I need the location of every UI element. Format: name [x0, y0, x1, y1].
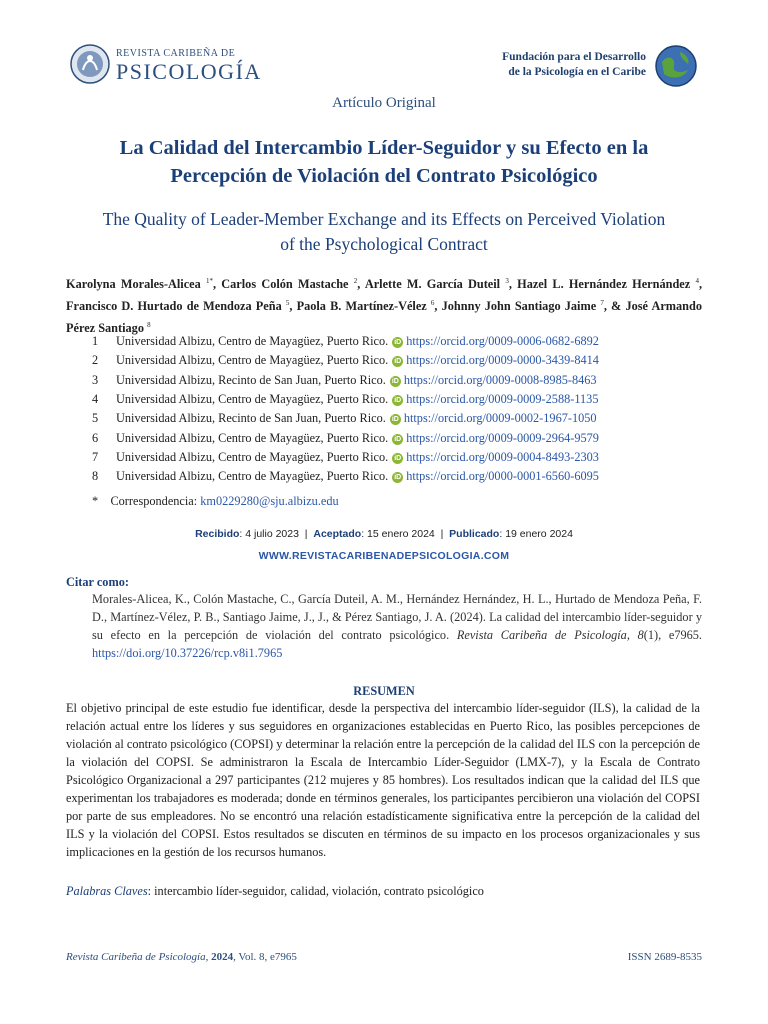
affiliation-number: 5: [92, 411, 99, 426]
orcid-link[interactable]: https://orcid.org/0009-0004-8493-2303: [406, 449, 599, 464]
orcid-icon: iD: [394, 358, 402, 366]
correspondence-label: Correspondencia:: [110, 494, 198, 508]
orcid-icon: iD: [394, 396, 402, 404]
orcid-link[interactable]: https://orcid.org/0009-0002-1967-1050: [403, 411, 597, 426]
author-affiliation-marker: 1*: [205, 277, 213, 285]
affiliation-row: [92, 392, 598, 410]
keywords-label: Palabras Claves: [66, 884, 148, 898]
orcid-icon: iD: [391, 416, 399, 424]
footer-journal-info: Revista Caribeña de Psicología, 2024, Vol. 8, e7965: [66, 951, 297, 963]
orcid-link[interactable]: https://orcid.org/0009-0000-3439-8414: [406, 353, 599, 368]
correspondence: * Correspondencia: km0229280@sju.albizu.edu: [92, 494, 339, 508]
author-name: Karolyna Morales-Alicea: [66, 277, 201, 292]
orcid-link[interactable]: https://orcid.org/0009-0009-2964-9579: [406, 430, 599, 445]
author-name: Francisco D. Hurtado de Mendoza Peña: [66, 299, 282, 314]
affiliation-row: [92, 431, 599, 449]
abstract-heading: RESUMEN: [353, 684, 415, 698]
author-affiliation-marker: 4: [695, 277, 699, 285]
orcid-link[interactable]: https://orcid.org/0000-0001-6560-6095: [406, 469, 599, 484]
author-affiliation-marker: 7: [600, 299, 604, 308]
author-affiliation-marker: 2: [353, 277, 358, 285]
author-name: Hazel L. Hernández Hernández: [517, 277, 691, 292]
affiliation-number: 6: [92, 430, 99, 445]
author-name: José Armando Pérez Santiago: [66, 299, 702, 336]
author-name: Arlette M. García Duteil: [364, 277, 501, 292]
title-spanish: La Calidad del Intercambio Líder-Seguidor y su Efecto en la Percepción de Violación del Contrato Psicológico: [119, 137, 649, 187]
author-affiliation-marker: 8: [147, 321, 151, 330]
orcid-icon: iD: [394, 339, 402, 346]
doi-link[interactable]: https://doi.org/10.37226/rcp.v8i1.7965: [92, 646, 283, 660]
affiliation-row: [92, 411, 597, 429]
keywords: Palabras Claves: intercambio líder-seguidor, calidad, violación, contrato psicológico: [66, 884, 484, 898]
author-list: Karolyna Morales-Alicea $^{1*}$, Carlos Colón Mastache $^2$, Arlette M. García Duteil $^3$, Hazel L. Hernández Hernández $^4$, Francisco D. Hurtado de Mendoza Peña $^5$, Paola B. Martínez-Vélez $^6$, Johnny John Santiago Jaime $^7$, & José Armando Pérez Santiago $^8$: [66, 277, 703, 336]
affiliation-row: [92, 373, 597, 391]
globe-icon: [654, 44, 698, 88]
journal-logo: [70, 44, 310, 86]
orcid-link[interactable]: https://orcid.org/0009-0006-0682-6892: [406, 334, 599, 348]
affiliation-number: 7: [92, 449, 99, 464]
citation-text: Morales-Alicea, K., Colón Mastache, C., García Duteil, A. M., Hernández Hernández, H. L., Hurtado de Mendoza Peña, F. D., Martínez-Vélez, P. B., Santiago Jaime, J., J., & Pérez Santiago, J. A. (2024). La calidad del intercambio líder-seguidor y su efecto en la percepción de violación del contrato psicológico. Revista Caribeña de Psicología, 8(1), e7965. https://doi.org/10.37226/rcp.v8i1.7965: [92, 592, 702, 660]
foundation-logo: [498, 44, 698, 88]
footer-issn: ISSN 2689-8535: [627, 951, 702, 963]
affiliation-institution: Universidad Albizu, Centro de Mayagüez, Puerto Rico.: [116, 449, 389, 464]
affiliation-row: [92, 469, 599, 487]
foundation-name-line1: Fundación para el Desarrollo: [502, 51, 646, 63]
author-name: Carlos Colón Mastache: [221, 277, 349, 292]
affiliation-institution: Universidad Albizu, Centro de Mayagüez, Puerto Rico.: [116, 430, 389, 445]
orcid-icon: iD: [394, 474, 402, 482]
author-name: Johnny John Santiago Jaime: [441, 299, 597, 314]
journal-logo-big-text: PSICOLOGÍA: [116, 59, 262, 84]
citation-heading: Citar como:: [66, 575, 129, 589]
abstract-text: El objetivo principal de este estudio fue identificar, desde la perspectiva del intercambio líder-seguidor (ILS), la calidad de la relación actual entre los líderes y sus seguidores en organizaciones establecidas en Puerto Rico, las posibles percepciones de violación al contrato psicológico (COPSI) y determinar la relación entre la percepción de la calidad del ILS con la percepción de la violación del COPSI. Se administraron la Escala de Intercambio Líder-Seguidor (LMX-7), y la Escala de Contrato Psicológico Organizacional a 297 participantes (212 mujeres y 85 hombres). Los resultados indican que la calidad del ILS que experimentan los trabajadores es moderada; donde en términos generales, los participantes percibieron una violación del COPSI por parte de sus empleadores. No se encontró una relación estadísticamente significativa entre la percepción de la calidad del ILS y la violación del COPSI. Estos resultados se discuten en términos de su impacto en los procesos organizacionales y sus implicaciones en la gestión de los recursos humanos.: [66, 701, 700, 859]
orcid-link[interactable]: https://orcid.org/0009-0009-2588-1135: [406, 391, 599, 406]
affiliation-institution: Universidad Albizu, Centro de Mayagüez, Puerto Rico.: [116, 353, 389, 368]
author-affiliation-marker: 6: [430, 299, 435, 308]
orcid-icon: iD: [391, 377, 399, 385]
affiliation-number: 4: [92, 391, 99, 406]
orcid-icon: iD: [394, 454, 402, 462]
affiliation-number: 1: [92, 334, 99, 348]
orcid-icon: iD: [394, 435, 402, 443]
affiliation-row: [92, 353, 599, 371]
affiliation-institution: Universidad Albizu, Centro de Mayagüez, Puerto Rico.: [116, 391, 389, 406]
journal-emblem-icon: [70, 44, 110, 84]
journal-website-link[interactable]: WWW.REVISTACARIBENADEPSICOLOGIA.COM: [258, 550, 510, 562]
affiliation-row: [92, 450, 599, 468]
affiliation-institution: Universidad Albizu, Recinto de San Juan, Puerto Rico.: [116, 411, 386, 426]
article-dates: Recibido: 4 julio 2023 | Aceptado: 15 enero 2024 | Publicado: 19 enero 2024: [195, 528, 573, 540]
affiliation-number: 2: [92, 353, 99, 368]
correspondence-email-link[interactable]: km0229280@sju.albizu.edu: [200, 494, 339, 508]
journal-logo-small-text: REVISTA CARIBEÑA DE: [116, 48, 236, 59]
foundation-name-line2: de la Psicología en el Caribe: [508, 66, 646, 78]
orcid-link[interactable]: https://orcid.org/0009-0008-8985-8463: [403, 372, 597, 387]
article-type: Artículo Original: [332, 95, 436, 111]
author-affiliation-marker: 3: [505, 277, 509, 285]
affiliation-row: [92, 334, 599, 352]
affiliation-institution: Universidad Albizu, Recinto de San Juan, Puerto Rico.: [116, 372, 386, 387]
affiliation-institution: Universidad Albizu, Centro de Mayagüez, Puerto Rico.: [116, 469, 389, 484]
affiliation-number: 8: [92, 469, 99, 484]
author-affiliation-marker: 5: [285, 299, 290, 308]
affiliation-number: 3: [92, 372, 99, 387]
author-name: Paola B. Martínez-Vélez: [296, 299, 427, 314]
title-english: The Quality of Leader-Member Exchange and its Effects on Perceived Violation of the Psychological Contract: [102, 209, 666, 254]
affiliation-institution: Universidad Albizu, Centro de Mayagüez, Puerto Rico.: [116, 334, 389, 348]
